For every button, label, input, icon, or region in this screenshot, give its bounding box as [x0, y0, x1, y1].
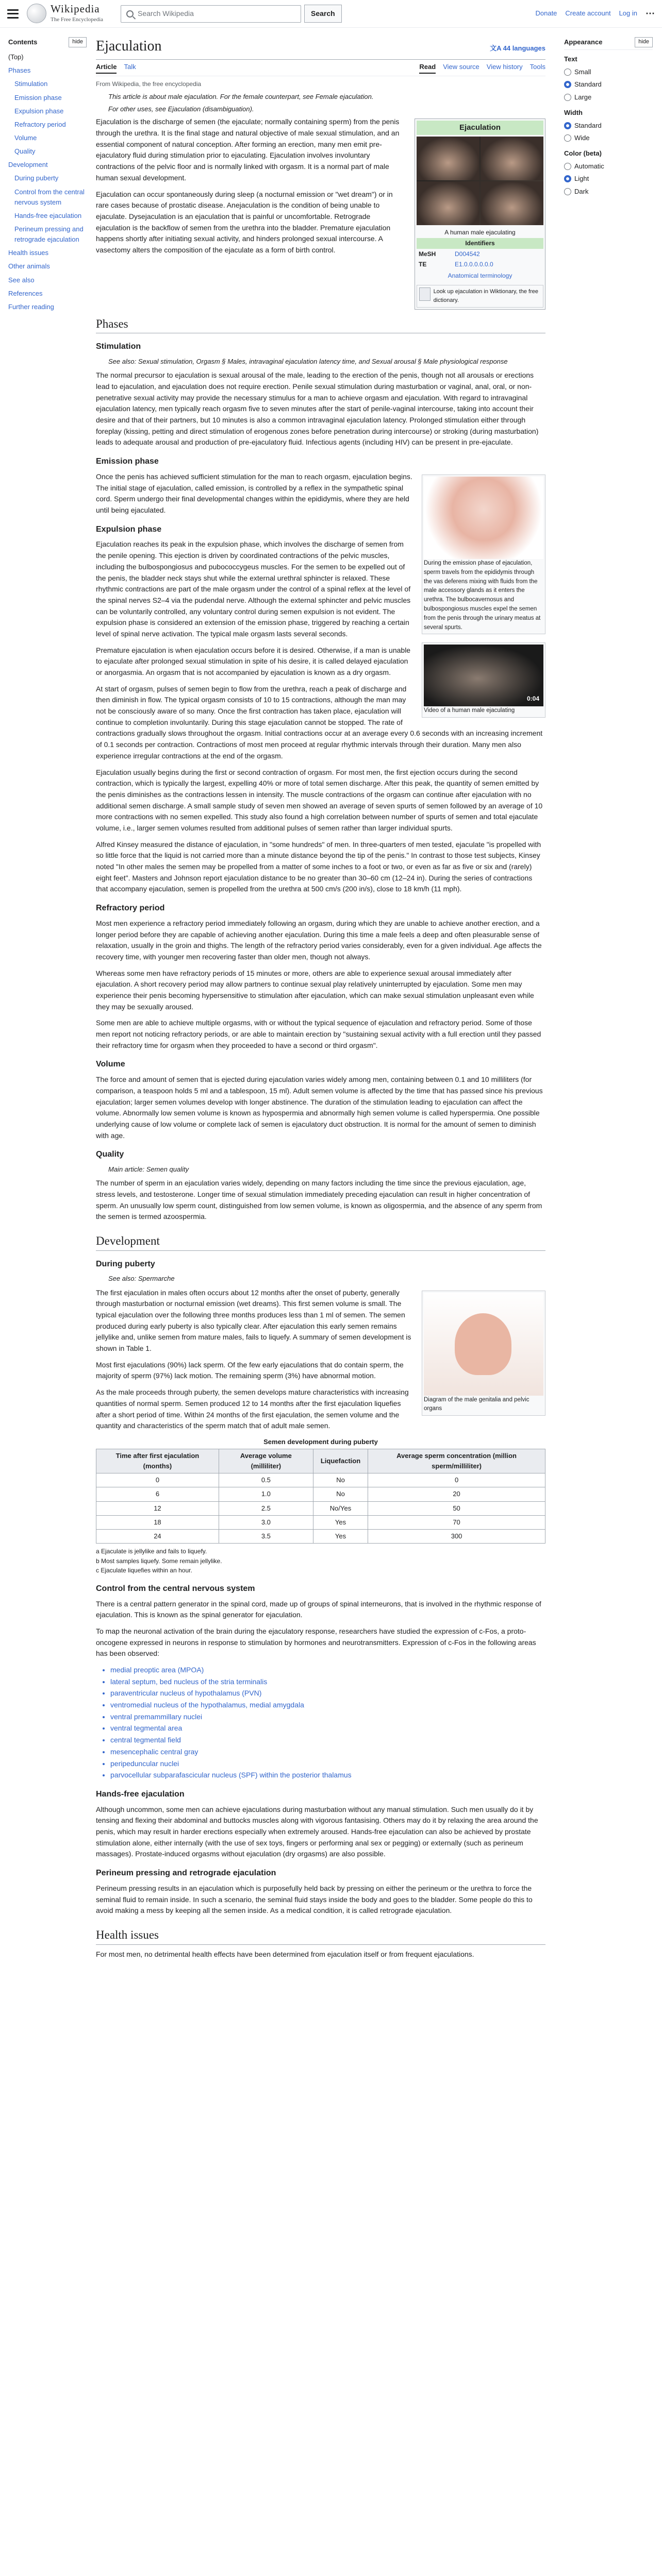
emission-diagram-image[interactable] [424, 477, 543, 559]
tab-tools[interactable]: Tools [529, 63, 545, 71]
infobox-row-mesh [417, 249, 543, 260]
radio-label: Standard [574, 80, 602, 89]
table-note: c Ejaculate liquefies within an hour. [96, 1567, 192, 1574]
radio-icon[interactable] [564, 163, 571, 170]
toc-item[interactable]: During puberty [14, 174, 59, 182]
section-during-puberty: During puberty [96, 1259, 155, 1268]
radio-option[interactable] [564, 91, 653, 104]
table-row [96, 1473, 545, 1487]
radio-option[interactable] [564, 132, 653, 144]
infobox-title: Ejaculation [417, 121, 543, 134]
radio-label: Automatic [574, 162, 604, 171]
table-cell: 50 [368, 1501, 545, 1515]
table-cell: 0.5 [219, 1473, 313, 1487]
paragraph: The first ejaculation in males often occurs about 12 months after the onset of puberty, generally through masturbation or nocturnal emission (wet dreams). This first semen volume is small. The typical ejaculation over the following three months produces less than 1 ml of semen. The semen produced during early puberty is also typically clear. After ejaculation this early semen remains jellylike and, unlike semen from mature males, fails to liquefy. A summary of semen development is shown in Table 1. [96, 1288, 411, 1353]
paragraph: Ejaculation usually begins during the first or second contraction of orgasm. For most men, the first ejection occurs during the second contraction, which is typically the largest, expelling 40% or more of total semen discharge. After this peak, the quantity of semen emitted by the penis diminishes as the contractions lessen in intensity. The muscle contractions of the orgasm can continue after ejaculation with no additional semen discharge. A small sample study of seven men showed an average of seven spurts of semen followed by an average of 10 more contractions with no semen expelled. This study also found a high correlation between number of spurts of semen and total ejaculate volume, i.e., larger semen volumes resulted from additional pulses of semen rather than larger individual spurts. [96, 768, 543, 832]
semen-development-table [96, 1437, 545, 1544]
section-hands-free: Hands-free ejaculation [96, 1789, 185, 1799]
toc-item[interactable]: Further reading [8, 302, 54, 311]
radio-label: Light [574, 175, 589, 183]
figure-caption: Diagram of the male genitalia and pelvic organs [424, 1396, 529, 1412]
toc-item[interactable]: See also [8, 276, 35, 284]
table-cell: 0 [96, 1473, 219, 1487]
toc-title: Contents [8, 38, 38, 46]
toc-item[interactable]: Quality [14, 147, 36, 156]
list-item[interactable]: • parvocellular subparafascicular nucleus (SPF) within the posterior thalamus [110, 1770, 545, 1781]
globe-icon [27, 4, 46, 23]
paragraph: Perineum pressing results in an ejaculation which is purposefully held back by pressing on either the perineum or the urethra to force the seminal fluid to remain inside. In such a scenario, the seminal fluid stays inside the body and goes to the bladder. Some people do this to avoid making a mess by keeping all the semen inside. As a medical condition, it is called retrograde ejaculation. [96, 1884, 533, 1915]
table-cell: 0 [368, 1473, 545, 1487]
table-cell: 20 [368, 1487, 545, 1501]
section-development: Development [96, 1232, 545, 1251]
table-caption: Semen development during puberty [263, 1437, 378, 1446]
infobox-caption: A human male ejaculating [444, 228, 516, 236]
figure-caption: Video of a human male ejaculating [424, 707, 515, 714]
infobox-image[interactable] [417, 137, 543, 225]
appearance-panel [557, 28, 660, 1965]
row-value-link[interactable]: D004542 [455, 250, 480, 258]
section-health-issues: Health issues [96, 1926, 545, 1945]
list-item[interactable]: • central tegmental field [110, 1735, 545, 1746]
page-tabs [96, 62, 545, 76]
video-player[interactable] [424, 645, 543, 706]
search-placeholder: Search Wikipedia [138, 9, 194, 18]
table-row [96, 1529, 545, 1543]
radio-option[interactable] [564, 120, 653, 132]
paragraph: Whereas some men have refractory periods of 15 minutes or more, others are able to experience sexual arousal immediately after ejaculation. A short recovery period may allow partners to continue sexual play relatively uninterrupted by ejaculation. Some men may experience their penis becoming hypersensitive to stimulation after ejaculation, which can make sexual stimulation unpleasant even while they may be sexually aroused. [96, 969, 534, 1011]
radio-icon[interactable] [564, 94, 571, 101]
paragraph: Premature ejaculation is when ejaculation occurs before it is desired. Otherwise, if a man is unable to ejaculate after prolonged sexual stimulation in spite of his desire, it is called delayed ejaculation or anorgasmia. An orgasm that is not accompanied by ejaculation is known as a dry orgasm. [96, 646, 411, 677]
genitalia-diagram-image[interactable] [424, 1293, 543, 1396]
table-cell: 70 [368, 1515, 545, 1529]
column-header: Average volume (milliliter) [219, 1449, 313, 1473]
section-stimulation: Stimulation [96, 342, 141, 351]
table-cell: No [313, 1473, 368, 1487]
paragraph: To map the neuronal activation of the brain during the ejaculatory response, researchers have studied the expression of c-Fos, a proto-oncogene expressed in neurons in response to stimulation by hormones and neurotransmitters. Expression of c-Fos in the following areas has been observed: [96, 1626, 536, 1658]
wordmark: Wikipedia [51, 3, 100, 15]
paragraph: As the male proceeds through puberty, the semen develops mature characteristics with increasing quantities of normal sperm. Semen produced 12 to 14 months after the first ejaculation liquefies after a short period of time. Within 24 months of the first ejaculation, the semen volume and the quantity and characteristics of the sperm match that of adult male semen. [96, 1388, 409, 1430]
row-key: MeSH [419, 250, 436, 258]
radio-option[interactable] [564, 173, 653, 185]
paragraph: Some men are able to achieve multiple orgasms, with or without the typical sequence of ejaculation and refractory period. Some of those men report not noticing refractory periods, or are able to maintain erection by "sustaining sexual activity with a full erection until they passed their refractory time for orgasm when they proceeded to have a second or third orgasm". [96, 1019, 541, 1049]
main-article-note: Main article: Semen quality [108, 1165, 189, 1174]
radio-icon[interactable] [564, 69, 571, 76]
user-links [535, 7, 655, 21]
paragraph: For most men, no detrimental health effects have been determined from ejaculation itself or from frequent ejaculations. [96, 1950, 474, 1958]
infobox-row-te [417, 259, 543, 270]
infobox-identifiers: Identifiers [417, 238, 543, 249]
brain-areas-list [96, 1665, 545, 1781]
tab-talk[interactable]: Talk [124, 63, 136, 71]
radio-option[interactable] [564, 160, 653, 173]
column-header: Average sperm concentration (million sperm/milliliter) [368, 1449, 545, 1473]
create-account-link[interactable]: Create account [565, 9, 611, 18]
radio-option[interactable] [564, 185, 653, 198]
languages-label: 44 languages [503, 44, 545, 52]
tab-view-source[interactable]: View source [443, 63, 479, 71]
row-value-link[interactable]: E1.0.0.0.0.0.0 [455, 261, 493, 268]
radio-label: Standard [574, 121, 602, 129]
wikipedia-logo[interactable] [27, 3, 103, 24]
appearance-group-label: Width [564, 108, 583, 116]
table-cell: 6 [96, 1487, 219, 1501]
section-cns-control: Control from the central nervous system [96, 1584, 255, 1593]
section-perineum-pressing: Perineum pressing and retrograde ejaculation [96, 1869, 276, 1878]
section-refractory-period: Refractory period [96, 904, 165, 913]
section-phases: Phases [96, 315, 545, 334]
log-in-link[interactable]: Log in [619, 9, 637, 18]
radio-icon[interactable] [564, 188, 571, 195]
paragraph: The number of sperm in an ejaculation varies widely, depending on many factors including the time since the previous ejaculation, age, stress levels, and testosterone. Longer time of sexual stimulation immediately preceding ejaculation can result in higher concentration of sperm. An unusually low sperm count, distinguished from low semen volume, is known as oligospermia, and the absence of any sperm from the semen is termed azoospermia. [96, 1179, 542, 1221]
list-item[interactable]: • medial preoptic area (MPOA) [110, 1665, 545, 1676]
see-also-note: See also: Sexual stimulation, Orgasm § Males, intravaginal ejaculation latency time, and Sexual arousal § Male physiological response [108, 358, 508, 366]
anatomical-terminology-link[interactable]: Anatomical terminology [448, 272, 512, 280]
table-row [96, 1487, 545, 1501]
toc-item[interactable]: Emission phase [14, 93, 62, 101]
search-button[interactable]: Search [304, 5, 342, 23]
appearance-group-label: Color (beta) [564, 149, 602, 158]
toc-hide-button[interactable]: hide [69, 37, 87, 47]
radio-icon[interactable] [564, 175, 571, 182]
table-cell: 3.5 [219, 1529, 313, 1543]
toc-item[interactable]: Phases [8, 66, 31, 75]
wiktionary-box [417, 285, 543, 308]
table-cell: Yes [313, 1515, 368, 1529]
list-item[interactable]: • ventral tegmental area [110, 1723, 545, 1734]
paragraph: Most first ejaculations (90%) lack sperm. Of the few early ejaculations that do contain sperm, the majority of sperm (97%) lack motion. The remaining sperm (3%) have abnormal motion. [96, 1360, 404, 1380]
list-item[interactable]: • paraventricular nucleus of hypothalamus (PVN) [110, 1688, 545, 1699]
toc-item[interactable]: References [8, 289, 43, 297]
page-title [96, 35, 545, 60]
table-cell: No [313, 1487, 368, 1501]
more-options-icon[interactable]: ⋯ [646, 8, 655, 19]
see-also-note: See also: Spermarche [108, 1275, 175, 1283]
lead-paragraph: Ejaculation can occur spontaneously during sleep (a nocturnal emission or "wet dream") or in rare cases because of prostatic disease. Anejaculation is the condition of being unable to ejaculate. Dysejaculation is an ejaculation that is painful or uncomfortable. Retrograde ejaculation is the backflow of semen from the urethra into the bladder. Premature ejaculation happens shortly after initiating sexual activity, and hinders prolonged sexual intercourse. A vasectomy alters the composition of the ejaculate as a form of birth control. [96, 190, 393, 254]
donate-link[interactable]: Donate [535, 9, 557, 18]
tab-read[interactable]: Read [419, 62, 436, 73]
table-cell: 300 [368, 1529, 545, 1543]
table-row [96, 1515, 545, 1529]
table-of-contents [0, 28, 93, 1965]
table-cell: Yes [313, 1529, 368, 1543]
list-item[interactable]: • ventromedial nucleus of the hypothalamus, medial amygdala [110, 1700, 545, 1711]
tagline: The Free Encyclopedia [51, 16, 104, 23]
video-figure [422, 642, 545, 718]
lead-paragraph: Ejaculation is the discharge of semen (the ejaculate; normally containing sperm) from the penis through the urethra. It is the final stage and natural objective of male sexual stimulation, and an essential component of natural conception. After forming an erection, many men emit pre-ejaculatory fluid during stimulation prior to ejaculating. Ejaculation involves involuntary contractions of the pelvic floor and is normally linked with orgasm. It is a normal part of male human sexual development. [96, 117, 400, 182]
section-volume: Volume [96, 1060, 125, 1069]
video-duration: 0:04 [526, 694, 539, 702]
section-expulsion-phase: Expulsion phase [96, 524, 162, 534]
toc-item[interactable]: Expulsion phase [14, 107, 64, 115]
table-cell: 24 [96, 1529, 219, 1543]
radio-icon[interactable] [564, 81, 571, 88]
paragraph: Most men experience a refractory period immediately following an orgasm, during which they are unable to achieve another erection, and a longer period before they are capable of achieving another ejaculation. During this time a male feels a deep and often pleasurable sense of relaxation, usually in the groin and thighs. The length of the refractory period varies considerably, even for a given individual. Age affects the recovery time, with younger men recovering faster than older men, though not always. [96, 919, 542, 961]
from-wikipedia: From Wikipedia, the free encyclopedia [96, 80, 202, 88]
column-header: Liquefaction [313, 1449, 368, 1473]
site-header [0, 0, 662, 28]
table-cell: 12 [96, 1501, 219, 1515]
table-notes [96, 1547, 545, 1575]
search-input[interactable] [121, 5, 301, 23]
paragraph: Although uncommon, some men can achieve ejaculations during masturbation without any manual stimulation. Such men usually do it by tensing and flexing their abdominal and buttocks muscles along with vigorous fantasising. Others may do it by relaxing the area around the penis, which may result in harder erections especially when extremely aroused. Hands-free ejaculation can also be achieved by prostate stimulation alone, either internally (with the use of sex toys, fingers or performing anal sex or pegging) or externally (such as perineum massages). Prostate-induced orgasms without ejaculation (dry orgasms) are also possible. [96, 1805, 538, 1858]
radio-label: Wide [574, 133, 590, 142]
search-icon [126, 10, 134, 18]
emission-figure [422, 474, 545, 635]
list-item[interactable]: • ventral premammillary nuclei [110, 1711, 545, 1723]
table-row [96, 1501, 545, 1515]
wiktionary-icon [419, 287, 431, 301]
toc-item[interactable]: Other animals [8, 262, 50, 270]
table-cell: 3.0 [219, 1515, 313, 1529]
toc-item[interactable]: (Top) [8, 53, 24, 61]
tab-view-history[interactable]: View history [486, 63, 523, 71]
languages-button[interactable]: 文A 44 languages [490, 44, 545, 52]
toc-item[interactable]: Hands-free ejaculation [14, 211, 82, 219]
row-key: TE [419, 261, 427, 268]
table-note: b Most samples liquefy. Some remain jellylike. [96, 1557, 222, 1565]
paragraph: There is a central pattern generator in the spinal cord, made up of groups of spinal interneurons, that is involved in the rhythmic response of ejaculation. This is known as the spinal generator for ejaculation. [96, 1599, 541, 1619]
tab-article[interactable]: Article [96, 62, 117, 73]
toc-item[interactable]: Stimulation [14, 80, 48, 88]
radio-label: Dark [574, 187, 589, 195]
genitalia-figure [422, 1291, 545, 1416]
infobox [415, 118, 545, 309]
toc-item[interactable]: Health issues [8, 249, 49, 257]
table-cell: 1.0 [219, 1487, 313, 1501]
toc-item[interactable]: Development [8, 161, 48, 169]
radio-icon[interactable] [564, 122, 571, 129]
title-text: Ejaculation [96, 38, 162, 54]
paragraph: Once the penis has achieved sufficient stimulation for the man to reach orgasm, ejaculation begins. The initial stage of ejaculation, called emission, is controlled by a reflex in the sympathetic spinal cord. Sperm undergo their final developmental changes within the epididymis, where they are held until being ejaculated. [96, 472, 412, 514]
section-emission-phase: Emission phase [96, 457, 159, 466]
table-cell: 2.5 [219, 1501, 313, 1515]
figure-caption: During the emission phase of ejaculation, sperm travels from the epididymis through the vas deferens mixing with fluids from the male accessory glands as it enters the urethra. The bulbocavernosus and bulbospongiosus muscles expel the semen from the penis through the urinary meatus at several spurts. [424, 560, 541, 631]
appearance-group-label: Text [564, 55, 577, 63]
hatnote-other-uses: For other uses, see Ejaculation (disambiguation). [108, 105, 254, 113]
main-menu-icon[interactable] [7, 9, 19, 19]
list-item[interactable]: • mesencephalic central gray [110, 1747, 545, 1758]
hatnote: This article is about male ejaculation. For the female counterpart, see Female ejaculation. [108, 93, 374, 101]
list-item[interactable]: • peripeduncular nuclei [110, 1758, 545, 1770]
paragraph: The force and amount of semen that is ejected during ejaculation varies widely among men, containing between 0.1 and 10 milliliters (for comparison, a teaspoon holds 5 ml and a tablespoon, 15 ml). Adult semen volume is affected by the time that has passed since his previous ejaculation; larger semen volumes develop with longer abstinence. The duration of the stimulation leading to ejaculation can affect the volume. Abnormally low semen volume is known as hypospermia and abnormally high semen volume is called hyperspermia. One possible underlying cause of low volume or complete lack of semen is ejaculatory duct obstruction. It is normal for the amount of semen to diminish with age. [96, 1075, 543, 1140]
article-content [93, 28, 557, 1965]
radio-icon[interactable] [564, 134, 571, 142]
paragraph: Ejaculation reaches its peak in the expulsion phase, which involves the discharge of semen from the penile opening. This ejection is driven by coordinated contractions of the pelvic muscles, including the bulbospongiosus and pubococcygeus muscles. For the semen to be expelled out of the penis, the bladder neck stays shut while the external urethral sphincter is relaxed. These rhythmic contractions are part of the male orgasm under the control of a spinal reflex at the level of the spinal nerves S2–4 via the pudendal nerve. Although the external sphincter and pelvic muscles can be voluntarily controlled, any voluntary control during semen expulsion is not evident. The expulsion phase is considered an extension of the emission phase, triggered by reaching a certain level of spinal nerve activation. The typical male orgasm lasts several seconds. [96, 540, 411, 638]
radio-label: Large [574, 93, 592, 101]
toc-item[interactable]: Refractory period [14, 120, 66, 128]
section-quality: Quality [96, 1150, 124, 1159]
toc-item[interactable]: Control from the central nervous system [14, 188, 85, 206]
wiktionary-text[interactable]: Look up ejaculation in Wiktionary, the free dictionary. [433, 288, 538, 303]
toc-item[interactable]: Perineum pressing and retrograde ejaculation [14, 225, 84, 244]
table-cell: No/Yes [313, 1501, 368, 1515]
radio-option[interactable] [564, 78, 653, 91]
column-header: Time after first ejaculation (months) [96, 1449, 219, 1473]
radio-option[interactable] [564, 66, 653, 78]
radio-label: Small [574, 68, 591, 76]
paragraph: The normal precursor to ejaculation is sexual arousal of the male, leading to the erection of the penis, though not all arousals or erections lead to ejaculation, and ejaculation does not require erection. Penile sexual stimulation during masturbation or vaginal, anal, oral, or non-penetrative sexual activity may provide the necessary stimulus for a man to achieve orgasm and ejaculation. With regard to intravaginal ejaculation latency, men typically reach orgasm five to seven minutes after the start of penile-vaginal intercourse, taking into account their desire and that of their partners, but 10 minutes is also a common intravaginal ejaculation latency. Prolonged stimulation either through foreplay (kissing, petting and direct stimulation of erogenous zones before penetration during intercourse) or stroking (during masturbation) leads to adequate arousal and production of pre-ejaculatory fluid. Infectious agents (including HIV) can be present in pre-ejaculate. [96, 371, 539, 447]
table-note: a Ejaculate is jellylike and fails to liquefy. [96, 1548, 207, 1555]
appearance-hide-button[interactable]: hide [635, 37, 653, 47]
appearance-title: Appearance [564, 38, 603, 46]
paragraph: Alfred Kinsey measured the distance of ejaculation, in "some hundreds" of men. In three-quarters of men tested, ejaculate "is propelled with so little force that the liquid is not carried more than a minute distance beyond the tip of the penis." In contrast to those test subjects, Kinsey noted "In other males the semen may be propelled from a matter of some inches to a foot or two, or even as far as five or six and (rarely) eight feet". Masters and Johnson report ejaculation distance to be no greater than 30–60 cm (12–24 in). During the series of contractions that accompany ejaculation, semen is propelled from the urethra at 500 cm/s (200 in/s), close to 18 km/h (11 mph). [96, 840, 541, 893]
paragraph: At start of orgasm, pulses of semen begin to flow from the urethra, reach a peak of discharge and then diminish in flow. The typical orgasm consists of 10 to 15 contractions, although the man may not be consciously aware of so many. Once the first contraction has taken place, ejaculation will continue to completion involuntarily. During this stage ejaculation cannot be stopped. The rate of contractions gradually slows throughout the orgasm. Initial contractions occur at an average every 0.6 seconds with an increasing increment of 0.1 seconds per contraction. Contractions of most men proceed at regular rhythmic intervals through their duration. Many men also experience irregular contractions at the end of the orgasm. [96, 684, 543, 760]
toc-item[interactable]: Volume [14, 133, 37, 142]
list-item[interactable]: • lateral septum, bed nucleus of the stria terminalis [110, 1676, 545, 1688]
table-cell: 18 [96, 1515, 219, 1529]
